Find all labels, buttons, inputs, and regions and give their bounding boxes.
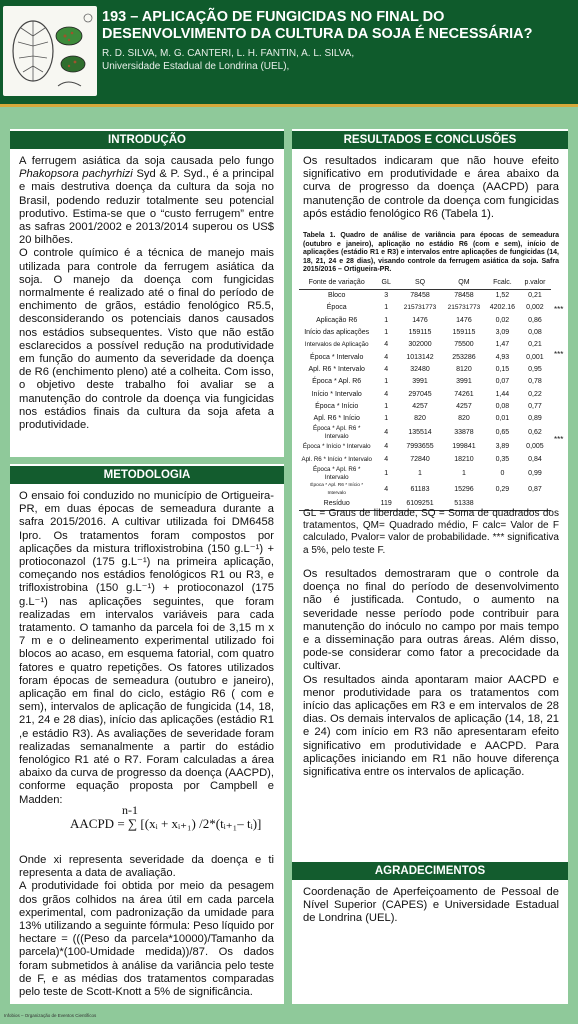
table-cell: 1 <box>384 415 389 423</box>
table-cell: 0,99 <box>528 469 542 477</box>
table-cell: 199841 <box>452 443 476 451</box>
table-note: GL = Graus de liberdade, SQ = Soma de quadrados dos tratamentos, QM= Quadrado médio, F calc= Valor de F calculado, Pvalor= valor de probabilidade. *** significativa a 5%, pelo teste F. <box>303 508 559 556</box>
table-cell: 0,62 <box>528 429 542 437</box>
table-cell: 1,47 <box>495 341 510 349</box>
col-gl: GL <box>374 276 398 290</box>
ack-heading: AGRADECIMENTOS <box>292 862 568 880</box>
table-cell: 135514 <box>408 429 432 437</box>
table-cell: 3 <box>384 292 389 300</box>
table-cell: 78458 <box>410 292 430 300</box>
results-text-2 <box>303 568 559 779</box>
ack-text: Coordenação de Aperfeiçoamento de Pessoal de Nível Superior (CAPES) e Universidade Estadual de Londrina (UEL). <box>303 886 559 925</box>
table-cell: 253286 <box>452 353 476 361</box>
table-cell: 4257 <box>412 402 428 410</box>
table-row <box>299 413 551 425</box>
table-cell: 1 <box>384 378 389 386</box>
table-cell: 0 <box>500 469 505 477</box>
intro-p1-a: A ferrugem asiática da soja causada pelo fungo <box>19 155 274 167</box>
methods-heading: METODOLOGIA <box>10 466 284 484</box>
table-cell: 0,01 <box>495 415 510 423</box>
poster-header <box>0 0 578 104</box>
table-cell: Época * Apl. R6 * Intervalo <box>312 425 361 441</box>
table-cell: 4 <box>384 365 389 373</box>
table-cell: 0,02 <box>495 316 510 324</box>
intro-p1-b: Syd & P. Syd., é a principal e mais destrutiva doença da cultura da soja no Brasil, podendo reduzir totalmente seu potencial produtivo. Estima-se que o “custo ferrugem” entre as safras 2001/2002 e 2013/2014 superou os US$ 20 bilhões. <box>19 168 274 247</box>
table-cell: 78458 <box>454 292 474 300</box>
table-cell: Época * Início * Intervalo <box>302 443 371 451</box>
table-cell: 297045 <box>408 390 432 398</box>
table-cell: 3991 <box>456 378 472 386</box>
table-cell: 302000 <box>408 341 432 349</box>
table-cell: Época <box>326 304 347 312</box>
table-cell: Época * Início <box>315 402 359 410</box>
intro-heading: INTRODUÇÃO <box>10 131 284 149</box>
table-cell: 1,44 <box>495 390 510 398</box>
table-cell: 0,84 <box>528 455 542 463</box>
table-cell: 1,52 <box>495 292 510 300</box>
table-cell: 1013142 <box>406 353 434 361</box>
table-caption: Tabela 1. Quadro de análise de variância para épocas de semeadura (outubro e janeiro), aplicação no estádio R6 (com e sem), início de aplicações (estádio R1 e R3) e intervalos entre aplicações de fungicidas (14, 18, 21, 24 e 28 dias), visando controle da ferrugem asiática da soja. Safra 2015/2016 – Ortigueira-PR. <box>303 232 559 273</box>
significance-marker-epoca-intervalo: *** <box>554 350 564 359</box>
methods-text-1: O ensaio foi conduzido no município de Ortigueira-PR, em duas épocas de semeadura durante a safra 2015/2016. A cultivar utilizada foi DM6458 Ipro. Os tratamentos foram compostos por aplicações da mistura trifloxistrobina (150 g.L⁻¹) + protioconazol (175 g.L⁻¹) na primeira aplicação, começando nos estádios fenológicos R1 ou R3, e trifloxistrobina (150 g.L⁻¹) + protioconazol (175 g.L⁻¹) nas aplicações seguintes, que foram realizadas em intervalos variáveis para cada tratamento. O tamanho da parcela foi de 3,15 m x 7 m e o delineamento experimental utilizado foi blocos ao acaso, em esquema fatorial, com quatro fatores e quatro repetições. Os fatores utilizados foram épocas de semeadura (outubro e janeiro), aplicação em final do ciclo, estágio R6 ( com e sem), intervalos de aplicação de fungicida (14, 18, 21, 24 e 28 dias), início das aplicações (estádio R1 ,e estádio R3). As avaliações de severidade foram realizadas semanalmente a partir do estádio fenológico R1 até o R7. Foram calculadas a área abaixo da curva de progresso da doença (AACPD), conforme equação proposta por Campbell e Madden: <box>19 490 274 806</box>
table-cell: 1 <box>384 329 389 337</box>
intro-paragraph-2: O controle químico é a técnica de manejo mais utilizada para controle da ferrugem asiática da soja. O manejo da doença com fungicidas normalmente é realizado até o final do período de enchimento de grãos, estádio fenológico R5.5, desconsiderando os potenciais danos causados nos estádios subsequentes. Visto que não estão esclarecidos a possível redução na produtividade em função do aumento da severidade da doença de R6 (enchimento pleno) até a colheita. Com isso, o objetivo deste trabalho foi avaliar se a manutenção do controle da doença via fungicidas nos estádios finais da cultura da soja afeta a produtividade. <box>19 247 274 432</box>
table-cell: 7993655 <box>406 443 434 451</box>
table-row <box>299 376 551 388</box>
table-cell: 72840 <box>410 455 430 463</box>
table-cell: Início das aplicações <box>304 329 370 337</box>
table-cell: Época * Apl. R6 <box>312 378 362 386</box>
table-cell: 18210 <box>454 455 474 463</box>
table-row <box>299 290 551 303</box>
table-cell: 159115 <box>408 329 432 337</box>
table-cell: 75500 <box>454 341 474 349</box>
table-cell: 1476 <box>456 316 472 324</box>
table-cell: Apl. R6 * Início * Intervalo <box>301 455 372 463</box>
col-sq: SQ <box>398 276 442 290</box>
table-cell: 1 <box>384 402 389 410</box>
table-cell: 3991 <box>412 378 428 386</box>
results-text-1: Os resultados indicaram que não houve efeito significativo em produtividade e área abaixo da curva de progresso da doença (AACPD) para manutenção de controle da doença com fungicidas após estádio fenológico R6 (Tabela 1). <box>303 155 559 220</box>
table-cell: 51338 <box>442 498 486 511</box>
table-cell: Resíduo <box>299 498 374 511</box>
table-cell: 0,08 <box>528 329 542 337</box>
table-cell: 4 <box>384 485 389 493</box>
table-cell: Bloco <box>327 292 346 300</box>
table-row <box>299 454 551 466</box>
table-cell: Início * Intervalo <box>311 390 362 398</box>
table-row <box>299 388 551 400</box>
table-cell: 0,95 <box>528 365 542 373</box>
table-cell: 61183 <box>410 485 430 493</box>
table-cell: Época * Apl. R6 * Início * Intervalo <box>310 482 364 496</box>
table-cell: Aplicação R6 <box>316 316 358 324</box>
table-cell: 4202.16 <box>489 304 516 312</box>
table-cell: 0,21 <box>528 292 542 300</box>
poster-title: 193 – APLICAÇÃO DE FUNGICIDAS NO FINAL DO DESENVOLVIMENTO DA CULTURA DA SOJA É NECESSÁRIA? <box>102 9 533 42</box>
table-cell: 0,78 <box>528 378 542 386</box>
table-cell: 1 <box>418 469 422 477</box>
footer-credit: Infobios – Organização de Eventos Científicos <box>4 1013 97 1018</box>
table-cell: 159115 <box>452 329 476 337</box>
table-cell: 0,21 <box>528 341 542 349</box>
authors-block <box>102 47 354 73</box>
table-row <box>299 327 551 339</box>
intro-text <box>19 155 274 432</box>
table-cell: 4 <box>384 353 389 361</box>
table-row <box>299 302 551 314</box>
table-cell: 4 <box>384 455 389 463</box>
intro-paragraph-1 <box>19 155 274 247</box>
table-cell: 1 <box>384 304 389 312</box>
anova-table <box>299 276 551 511</box>
table-cell: 8120 <box>456 365 472 373</box>
significance-marker-epoca-inicio-intervalo: *** <box>554 435 564 444</box>
table-cell: 820 <box>414 415 426 423</box>
table-cell: 0,005 <box>526 443 544 451</box>
results-heading: RESULTADOS E CONCLUSÕES <box>292 131 568 149</box>
table-cell: 0,87 <box>528 485 542 493</box>
methods-paragraph-3: A produtividade foi obtida por meio da pesagem dos grãos colhidos na área útil em cada parcela experimental, com padronização da umidade para 13% utilizando a seguinte fórmula: Peso líquido por hectare = (((Peso da parcela*10000)/Tamanho da parcela)*(100-Umidade medida))/87. Os dados foram submetidos à análise da variância pelo teste de F, e as médias dos tratamentos comparadas pelo teste de Scott-Knott a 5% de significância. <box>19 880 274 999</box>
table-row <box>299 351 551 363</box>
table-cell: 0,86 <box>528 316 542 324</box>
col-fcalc: Fcalc. <box>486 276 519 290</box>
table-row <box>299 315 551 327</box>
table-cell: 0,35 <box>495 455 510 463</box>
table-cell: 0,001 <box>526 353 544 361</box>
table-cell: 4 <box>384 390 389 398</box>
table-cell: 15296 <box>454 485 474 493</box>
table-cell: 1476 <box>412 316 428 324</box>
table-cell: 0,22 <box>528 390 542 398</box>
table-cell: 1 <box>461 469 466 477</box>
results-paragraph-3: Os resultados ainda apontaram maior AACPD e menor produtividade para os tratamentos com início das aplicações em R3 e em intervalos de 28 dias. Os demais intervalos de aplicação (14, 18, 21 e 24) com início em R3 não apresentaram efeito significativo em produtividade e AACPD. Para aplicações iniciando em R1 não houve diferença significativa entre os intervalos de aplicação. <box>303 673 559 779</box>
table-cell: 0,77 <box>528 402 542 410</box>
table-cell: 6109251 <box>398 498 442 511</box>
institution: Universidade Estadual de Londrina (UEL), <box>102 61 290 72</box>
table-cell: 1 <box>384 316 389 324</box>
col-source: Fonte de variação <box>299 276 374 290</box>
table-cell: 32480 <box>410 365 430 373</box>
table-row <box>299 364 551 376</box>
table-cell: 4 <box>384 429 389 437</box>
table-cell: 215731773 <box>447 304 481 312</box>
table-cell: Intervalos de Aplicação <box>304 341 369 349</box>
table-row <box>299 425 551 441</box>
intro-p1-italic: Phakopsora pachyrhizi <box>19 168 133 181</box>
soybean-leaf-illustration-icon <box>3 6 97 96</box>
table-cell: 0,15 <box>495 365 510 373</box>
table-cell: 119 <box>374 498 398 511</box>
authors: R. D. SILVA, M. G. CANTERI, L. H. FANTIN, A. L. SILVA, <box>102 48 355 59</box>
table-cell: 4257 <box>456 402 472 410</box>
table-cell: 4 <box>384 443 389 451</box>
table-cell: 215731773 <box>403 304 437 312</box>
table-cell: 0,002 <box>526 304 544 312</box>
table-cell: 1 <box>384 469 389 477</box>
table-row <box>299 401 551 413</box>
table-cell: 4,93 <box>495 353 510 361</box>
equation-upper-limit: n-1 <box>122 803 138 817</box>
results-paragraph-2: Os resultados demostraram que o controle da doença no final do período de desenvolvimento não é justificada. Contudo, o aumento na severidade nesse período pode contribuir para manutenção do inóculo no campo por mais tempo e a disseminação para outras áreas. Além disso, pode-se considerar como fator a precocidade da cultivar. <box>303 568 559 673</box>
table-row <box>299 339 551 351</box>
table-cell: Época * Intervalo <box>310 353 364 361</box>
table-cell: Apl. R6 * Início <box>313 415 360 423</box>
table-cell: 3,89 <box>495 443 510 451</box>
table-cell: Época * Apl. R6 * Intervalo <box>312 465 361 481</box>
table-cell: 0,08 <box>495 402 510 410</box>
aacpd-equation: AACPD = ∑ [(xᵢ + xᵢ₊₁) /2*(tᵢ₊₁– tᵢ)] <box>70 816 262 831</box>
table-cell: 74261 <box>454 390 474 398</box>
table-cell: 820 <box>458 415 470 423</box>
col-pvalor: p.valor <box>519 276 551 290</box>
table-cell: 3,09 <box>495 329 510 337</box>
table-cell: 0,65 <box>495 429 510 437</box>
table-row <box>299 482 551 498</box>
methods-paragraph-2: Onde xi representa severidade da doença e ti representa a data de avaliação. <box>19 854 274 880</box>
table-cell: 0,07 <box>495 378 510 386</box>
ack-panel <box>292 860 568 1004</box>
table-header-row <box>299 276 551 290</box>
table-row <box>299 441 551 453</box>
significance-marker-epoca: *** <box>554 305 564 314</box>
table-body <box>299 290 551 511</box>
table-cell: 0,89 <box>528 415 542 423</box>
col-qm: QM <box>442 276 486 290</box>
table-cell: 4 <box>384 341 389 349</box>
table-cell: 33878 <box>454 429 474 437</box>
methods-text-2 <box>19 854 274 999</box>
table-row <box>299 466 551 482</box>
table-cell: Apl. R6 * Intervalo <box>308 365 365 373</box>
table-cell: 0,29 <box>495 485 510 493</box>
gold-divider <box>0 104 578 107</box>
